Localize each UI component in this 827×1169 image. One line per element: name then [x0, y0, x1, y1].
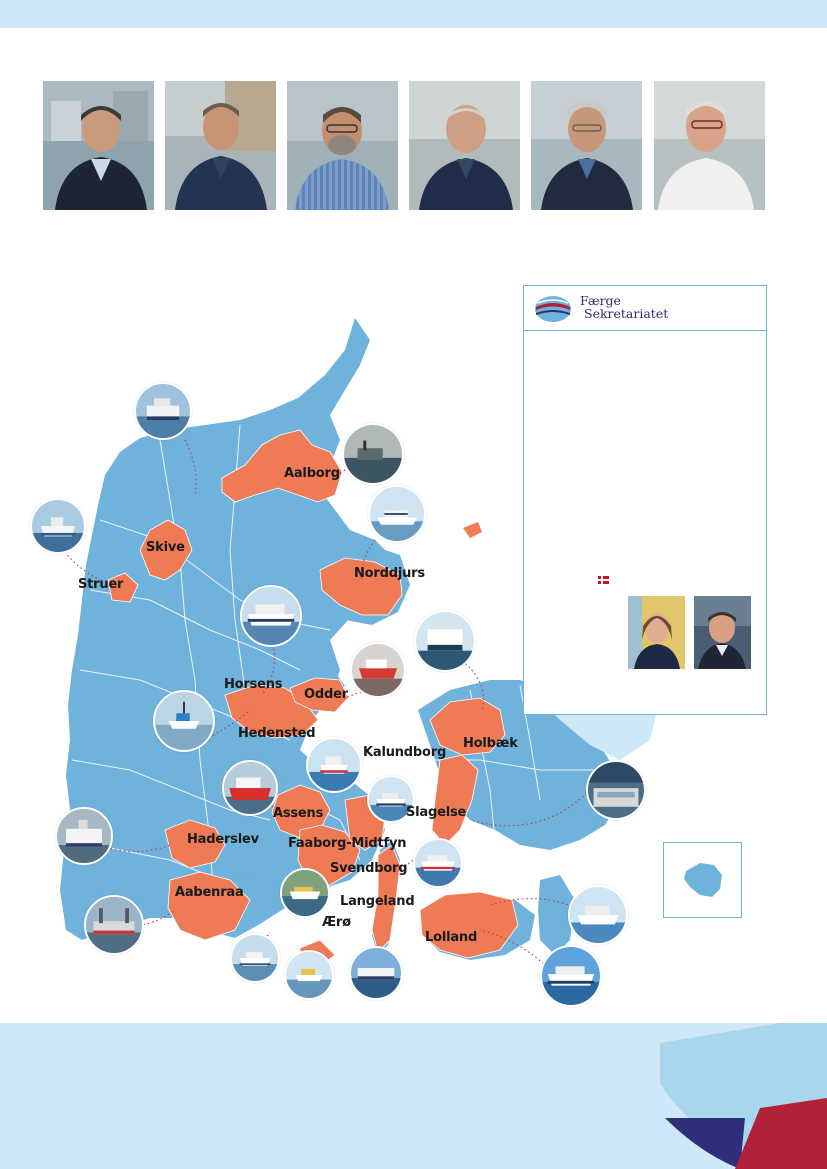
ferry-photo [586, 760, 646, 820]
portrait-photo [654, 81, 765, 210]
city-label-kalundborg: Kalundborg [363, 745, 447, 760]
ferry-photo [55, 807, 113, 865]
bornholm-inset [663, 842, 742, 918]
city-label-faaborg-midtfyn: Faaborg-Midtfyn [288, 836, 407, 851]
ferry-photo [222, 760, 278, 816]
portrait-photo [165, 81, 276, 210]
ferry-photo [350, 642, 406, 698]
ferry-photo [540, 945, 602, 1007]
danish-flag-icon [598, 576, 609, 584]
city-label-norddjurs: Norddjurs [354, 566, 425, 581]
ferry-photo [368, 485, 426, 543]
city-label-aabenraa: Aabenraa [175, 885, 244, 900]
portrait-photo [531, 81, 642, 210]
city-label-struer: Struer [78, 577, 124, 592]
ferry-photo [280, 868, 330, 918]
city-label-aalborg: Aalborg [284, 466, 340, 481]
top-band [0, 0, 827, 28]
portrait-photo [409, 81, 520, 210]
ferry-photo [342, 423, 404, 485]
ferry-photo [153, 690, 215, 752]
city-label-haderslev: Haderslev [187, 832, 259, 847]
ferry-photo [134, 382, 192, 440]
city-label-horsens: Horsens [224, 677, 283, 692]
city-label-skive: Skive [146, 540, 185, 555]
ferry-photo [84, 895, 144, 955]
ferry-photo [413, 838, 463, 888]
city-label-assens: Assens [273, 806, 324, 821]
ferry-photo [306, 737, 362, 793]
portrait-photo [43, 81, 154, 210]
city-label-odder: Odder [304, 687, 348, 702]
city-label-langeland: Langeland [340, 894, 415, 909]
city-label-holbaek: Holbæk [463, 736, 518, 751]
ferry-photo [30, 498, 86, 554]
bornholm-map [664, 843, 741, 917]
logo-header [524, 286, 766, 331]
ferry-photo [414, 610, 476, 672]
ferry-photo [240, 585, 302, 647]
portrait-photo [287, 81, 398, 210]
logo-wordmark [580, 294, 668, 320]
ferry-photo [568, 885, 628, 945]
faergesekretariatet-logo-icon [534, 295, 572, 323]
city-label-svendborg: Svendborg [330, 861, 408, 876]
bottom-band [0, 1023, 827, 1169]
city-label-hedensted: Hedensted [238, 726, 316, 741]
ferry-photo [230, 933, 280, 983]
city-label-slagelse: Slagelse [406, 805, 467, 820]
logo-line-1: Færge [580, 293, 621, 308]
info-panel [523, 285, 767, 715]
city-label-lolland: Lolland [425, 930, 478, 945]
bottom-decoration [0, 1023, 827, 1169]
ferry-photo [349, 946, 403, 1000]
staff-photo [694, 596, 751, 669]
ferry-photo [284, 950, 334, 1000]
city-label-aero: Ærø [322, 915, 351, 930]
portrait-row [0, 81, 827, 210]
staff-photo [628, 596, 685, 669]
logo-line-2: Sekretariatet [584, 306, 669, 321]
